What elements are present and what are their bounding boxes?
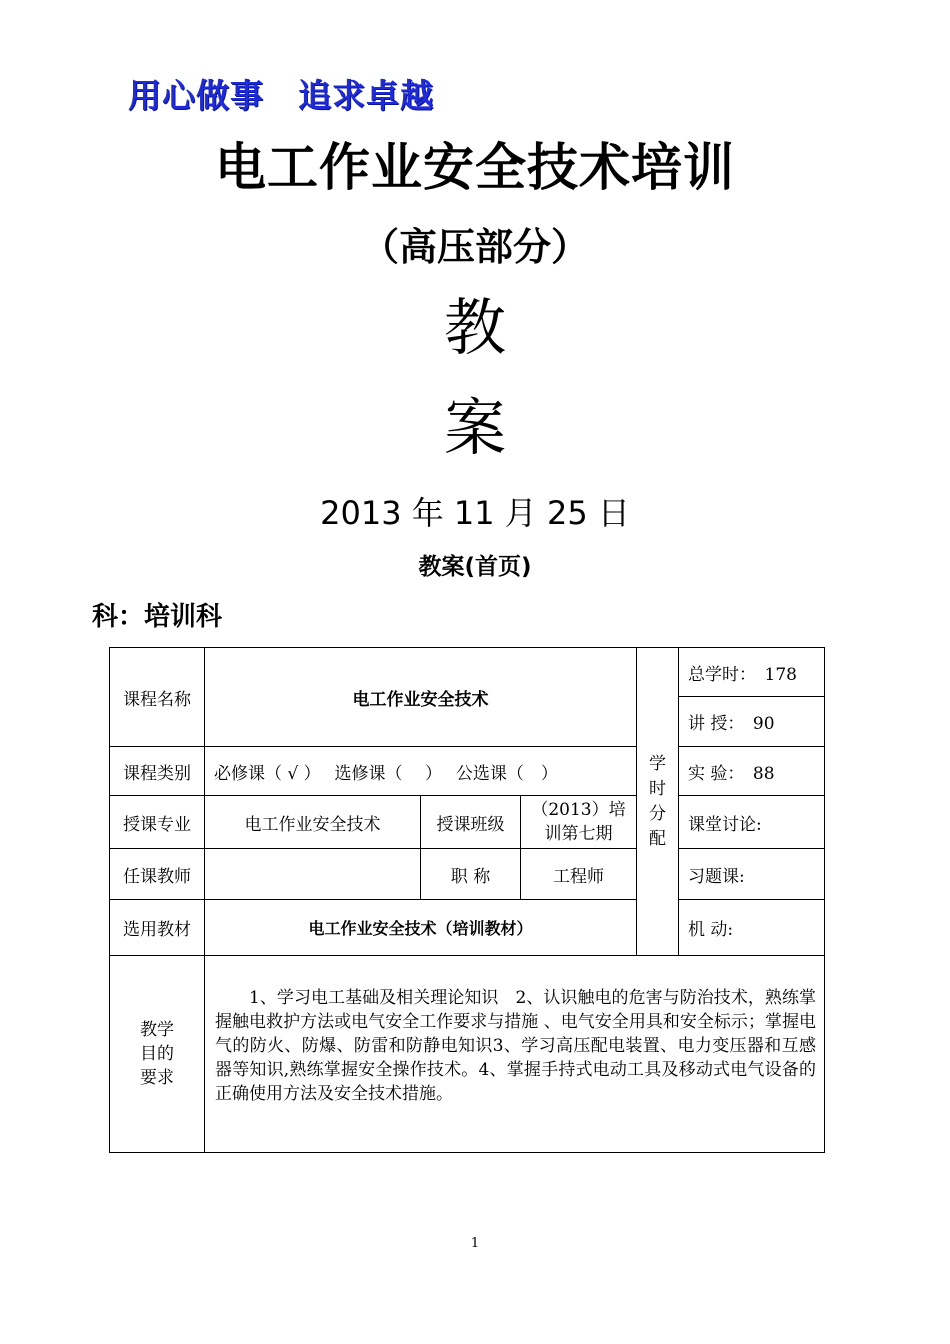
course-info-table <box>109 647 825 1153</box>
department-label: 科：培训科 <box>92 602 223 632</box>
major-label: 授课专业 <box>110 796 205 849</box>
title-char-an: 案 <box>443 391 506 464</box>
document-date: 2013 年 11 月 25 日 <box>320 494 630 532</box>
class-value: （2013）培训第七期 <box>521 796 637 849</box>
first-page-heading: 教案(首页) <box>418 554 532 580</box>
document-title: 电工作业安全技术培训 <box>214 139 735 198</box>
title-char-jiao: 教 <box>443 291 506 364</box>
discussion-hours: 课堂讨论: <box>679 796 825 849</box>
textbook-label: 选用教材 <box>110 900 205 956</box>
motto: 用心做事 追求卓越 <box>128 76 434 115</box>
total-hours: 总学时： 178 <box>679 648 825 697</box>
major-value: 电工作业安全技术 <box>205 796 421 849</box>
flexible-hours: 机 动: <box>679 900 825 956</box>
experiment-hours: 实 验： 88 <box>679 747 825 796</box>
goals-label: 教学 目的 要求 <box>110 956 205 1153</box>
course-name-value: 电工作业安全技术 <box>205 648 637 747</box>
textbook-value: 电工作业安全技术（培训教材） <box>205 900 637 956</box>
course-type-value: 必修课（ √ ） 选修课（ ） 公选课（ ） <box>205 747 637 796</box>
teacher-value <box>205 849 421 900</box>
course-type-label: 课程类别 <box>110 747 205 796</box>
document-subtitle: （高压部分） <box>360 225 589 269</box>
exercise-hours: 习题课: <box>679 849 825 900</box>
rank-value: 工程师 <box>521 849 637 900</box>
lecture-hours: 讲 授： 90 <box>679 697 825 747</box>
rank-label: 职 称 <box>421 849 521 900</box>
teacher-label: 任课教师 <box>110 849 205 900</box>
hours-allocation-label: 学 时 分 配 <box>637 648 679 956</box>
course-name-label: 课程名称 <box>110 648 205 747</box>
goals-text: 1、学习电工基础及相关理论知识 2、认识触电的危害与防治技术，熟练掌握触电救护方法或电气安全工作要求与措施 、电气安全用具和安全标示；掌握电气的防火、防爆、防雷和防静电知识3、学习高压配电装置、电力变压器和互感器等知识,熟练掌握安全操作技术。4、掌握手持式电动工具及移动式电气设备的正确使用方法及安全技术措施。 <box>205 956 825 1153</box>
page-number: 1 <box>470 1236 480 1251</box>
class-label: 授课班级 <box>421 796 521 849</box>
